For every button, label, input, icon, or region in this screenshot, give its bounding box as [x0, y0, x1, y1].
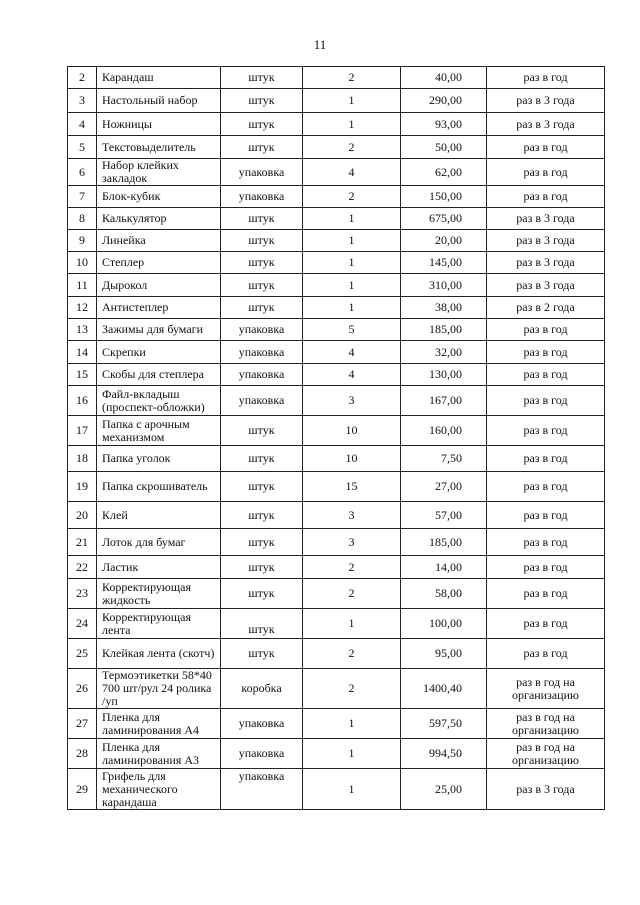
row-number: 2	[68, 67, 97, 89]
item-quantity: 1	[303, 230, 401, 252]
item-name: Набор клейких закладок	[97, 159, 221, 186]
item-frequency: раз в год	[487, 386, 605, 416]
row-number: 25	[68, 639, 97, 669]
item-frequency: раз в 3 года	[487, 230, 605, 252]
row-number: 23	[68, 579, 97, 609]
item-quantity: 4	[303, 341, 401, 364]
table-row	[68, 556, 605, 579]
item-unit: штук	[221, 67, 303, 89]
row-number: 27	[68, 709, 97, 739]
item-frequency: раз в год	[487, 159, 605, 186]
row-number: 10	[68, 252, 97, 274]
item-name: Скрепки	[97, 341, 221, 364]
item-frequency: раз в год	[487, 472, 605, 502]
row-number: 28	[68, 739, 97, 769]
item-unit: штук	[221, 529, 303, 556]
item-name: Антистеплер	[97, 297, 221, 319]
row-number: 9	[68, 230, 97, 252]
item-frequency: раз в год	[487, 136, 605, 159]
item-name: Термоэтикетки 58*40 700 шт/рул 24 ролика /уп	[97, 669, 221, 709]
row-number: 18	[68, 446, 97, 472]
item-quantity: 2	[303, 67, 401, 89]
item-quantity: 4	[303, 364, 401, 386]
item-unit: упаковка	[221, 341, 303, 364]
item-quantity: 1	[303, 89, 401, 113]
supplies-table-body	[68, 67, 605, 810]
item-quantity: 1	[303, 208, 401, 230]
item-name: Папка скрошиватель	[97, 472, 221, 502]
item-unit: упаковка	[221, 159, 303, 186]
row-number: 4	[68, 113, 97, 136]
item-frequency: раз в год	[487, 609, 605, 639]
table-row	[68, 709, 605, 739]
item-quantity: 3	[303, 529, 401, 556]
item-price: 1400,40	[401, 669, 487, 709]
item-name: Блок-кубик	[97, 186, 221, 208]
item-frequency: раз в год	[487, 579, 605, 609]
item-price: 50,00	[401, 136, 487, 159]
row-number: 29	[68, 769, 97, 810]
table-row	[68, 669, 605, 709]
item-price: 7,50	[401, 446, 487, 472]
item-unit: упаковка	[221, 739, 303, 769]
table-row	[68, 769, 605, 810]
row-number: 16	[68, 386, 97, 416]
item-price: 93,00	[401, 113, 487, 136]
item-price: 597,50	[401, 709, 487, 739]
item-unit: штук	[221, 274, 303, 297]
item-unit: штук	[221, 579, 303, 609]
item-price: 130,00	[401, 364, 487, 386]
item-price: 185,00	[401, 319, 487, 341]
item-name: Линейка	[97, 230, 221, 252]
item-unit: штук	[221, 416, 303, 446]
table-row	[68, 739, 605, 769]
item-price: 994,50	[401, 739, 487, 769]
item-price: 675,00	[401, 208, 487, 230]
supplies-table	[67, 66, 605, 810]
item-quantity: 1	[303, 274, 401, 297]
item-quantity: 2	[303, 639, 401, 669]
item-name: Зажимы для бумаги	[97, 319, 221, 341]
item-frequency: раз в 3 года	[487, 113, 605, 136]
item-quantity: 3	[303, 502, 401, 529]
item-name: Корректирующая лента	[97, 609, 221, 639]
item-price: 150,00	[401, 186, 487, 208]
table-row	[68, 529, 605, 556]
item-quantity: 10	[303, 446, 401, 472]
item-quantity: 2	[303, 556, 401, 579]
item-price: 160,00	[401, 416, 487, 446]
table-row	[68, 416, 605, 446]
item-name: Клейкая лента (скотч)	[97, 639, 221, 669]
table-row	[68, 446, 605, 472]
item-frequency: раз в 3 года	[487, 89, 605, 113]
item-quantity: 1	[303, 297, 401, 319]
row-number: 26	[68, 669, 97, 709]
item-unit: упаковка	[221, 319, 303, 341]
table-row	[68, 230, 605, 252]
item-frequency: раз в год	[487, 186, 605, 208]
item-unit: упаковка	[221, 709, 303, 739]
item-unit: штук	[221, 472, 303, 502]
table-row	[68, 136, 605, 159]
row-number: 13	[68, 319, 97, 341]
item-frequency: раз в год на организацию	[487, 669, 605, 709]
table-row	[68, 113, 605, 136]
item-price: 32,00	[401, 341, 487, 364]
item-unit: штук	[221, 89, 303, 113]
item-name: Настольный набор	[97, 89, 221, 113]
item-frequency: раз в год	[487, 67, 605, 89]
item-frequency: раз в год	[487, 364, 605, 386]
item-quantity: 2	[303, 669, 401, 709]
item-unit: штук	[221, 639, 303, 669]
item-name: Папка с арочным механизмом	[97, 416, 221, 446]
item-price: 57,00	[401, 502, 487, 529]
item-quantity: 1	[303, 113, 401, 136]
table-row	[68, 67, 605, 89]
item-name: Папка уголок	[97, 446, 221, 472]
item-price: 25,00	[401, 769, 487, 810]
item-name: Скобы для степлера	[97, 364, 221, 386]
item-unit: коробка	[221, 669, 303, 709]
item-quantity: 4	[303, 159, 401, 186]
row-number: 22	[68, 556, 97, 579]
item-price: 20,00	[401, 230, 487, 252]
item-unit: штук	[221, 113, 303, 136]
table-row	[68, 319, 605, 341]
item-price: 95,00	[401, 639, 487, 669]
table-row	[68, 502, 605, 529]
row-number: 14	[68, 341, 97, 364]
row-number: 3	[68, 89, 97, 113]
item-quantity: 2	[303, 186, 401, 208]
item-frequency: раз в год	[487, 416, 605, 446]
item-unit: штук	[221, 230, 303, 252]
item-name: Файл-вкладыш (проспект-обложки)	[97, 386, 221, 416]
item-name: Пленка для ламинирования А3	[97, 739, 221, 769]
item-name: Калькулятор	[97, 208, 221, 230]
item-name: Дырокол	[97, 274, 221, 297]
item-frequency: раз в год	[487, 502, 605, 529]
item-quantity: 15	[303, 472, 401, 502]
item-name: Лоток для бумаг	[97, 529, 221, 556]
item-name: Клей	[97, 502, 221, 529]
item-name: Степлер	[97, 252, 221, 274]
item-quantity: 1	[303, 709, 401, 739]
row-number: 5	[68, 136, 97, 159]
item-price: 27,00	[401, 472, 487, 502]
item-name: Ножницы	[97, 113, 221, 136]
item-unit: штук	[221, 556, 303, 579]
row-number: 20	[68, 502, 97, 529]
item-quantity: 1	[303, 739, 401, 769]
item-frequency: раз в год	[487, 639, 605, 669]
item-unit: штук	[221, 446, 303, 472]
row-number: 8	[68, 208, 97, 230]
item-quantity: 10	[303, 416, 401, 446]
item-quantity: 1	[303, 252, 401, 274]
item-unit: упаковка	[221, 769, 303, 810]
row-number: 19	[68, 472, 97, 502]
table-row	[68, 297, 605, 319]
item-unit: штук	[221, 208, 303, 230]
item-frequency: раз в 3 года	[487, 769, 605, 810]
row-number: 12	[68, 297, 97, 319]
item-unit: штук	[221, 609, 303, 639]
item-unit: штук	[221, 136, 303, 159]
item-name: Грифель для механического карандаша	[97, 769, 221, 810]
item-price: 100,00	[401, 609, 487, 639]
item-frequency: раз в 3 года	[487, 208, 605, 230]
table-row	[68, 579, 605, 609]
item-unit: штук	[221, 297, 303, 319]
table-row	[68, 159, 605, 186]
item-price: 185,00	[401, 529, 487, 556]
row-number: 6	[68, 159, 97, 186]
page-number: 11	[313, 37, 327, 52]
item-name: Текстовыделитель	[97, 136, 221, 159]
table-row	[68, 609, 605, 639]
item-price: 310,00	[401, 274, 487, 297]
row-number: 7	[68, 186, 97, 208]
table-row	[68, 639, 605, 669]
table-row	[68, 186, 605, 208]
item-price: 58,00	[401, 579, 487, 609]
item-frequency: раз в 3 года	[487, 274, 605, 297]
item-unit: штук	[221, 252, 303, 274]
item-quantity: 1	[303, 769, 401, 810]
item-unit: упаковка	[221, 186, 303, 208]
item-price: 62,00	[401, 159, 487, 186]
item-name: Корректирующая жидкость	[97, 579, 221, 609]
row-number: 24	[68, 609, 97, 639]
item-price: 167,00	[401, 386, 487, 416]
item-frequency: раз в год на организацию	[487, 709, 605, 739]
item-quantity: 2	[303, 579, 401, 609]
item-unit: упаковка	[221, 386, 303, 416]
item-name: Карандаш	[97, 67, 221, 89]
row-number: 17	[68, 416, 97, 446]
item-frequency: раз в год	[487, 529, 605, 556]
item-quantity: 1	[303, 609, 401, 639]
item-frequency: раз в год	[487, 446, 605, 472]
item-frequency: раз в 2 года	[487, 297, 605, 319]
item-name: Ластик	[97, 556, 221, 579]
item-unit: упаковка	[221, 364, 303, 386]
item-frequency: раз в год	[487, 556, 605, 579]
table-row	[68, 252, 605, 274]
item-quantity: 5	[303, 319, 401, 341]
item-price: 40,00	[401, 67, 487, 89]
row-number: 11	[68, 274, 97, 297]
row-number: 15	[68, 364, 97, 386]
item-name: Пленка для ламинирования А4	[97, 709, 221, 739]
item-price: 38,00	[401, 297, 487, 319]
item-unit: штук	[221, 502, 303, 529]
item-price: 290,00	[401, 89, 487, 113]
table-row	[68, 208, 605, 230]
item-frequency: раз в 3 года	[487, 252, 605, 274]
item-quantity: 3	[303, 386, 401, 416]
item-frequency: раз в год на организацию	[487, 739, 605, 769]
table-row	[68, 274, 605, 297]
table-row	[68, 341, 605, 364]
table-row	[68, 364, 605, 386]
table-row	[68, 386, 605, 416]
item-frequency: раз в год	[487, 319, 605, 341]
item-quantity: 2	[303, 136, 401, 159]
item-price: 145,00	[401, 252, 487, 274]
table-row	[68, 472, 605, 502]
item-frequency: раз в год	[487, 341, 605, 364]
table-row	[68, 89, 605, 113]
item-price: 14,00	[401, 556, 487, 579]
row-number: 21	[68, 529, 97, 556]
